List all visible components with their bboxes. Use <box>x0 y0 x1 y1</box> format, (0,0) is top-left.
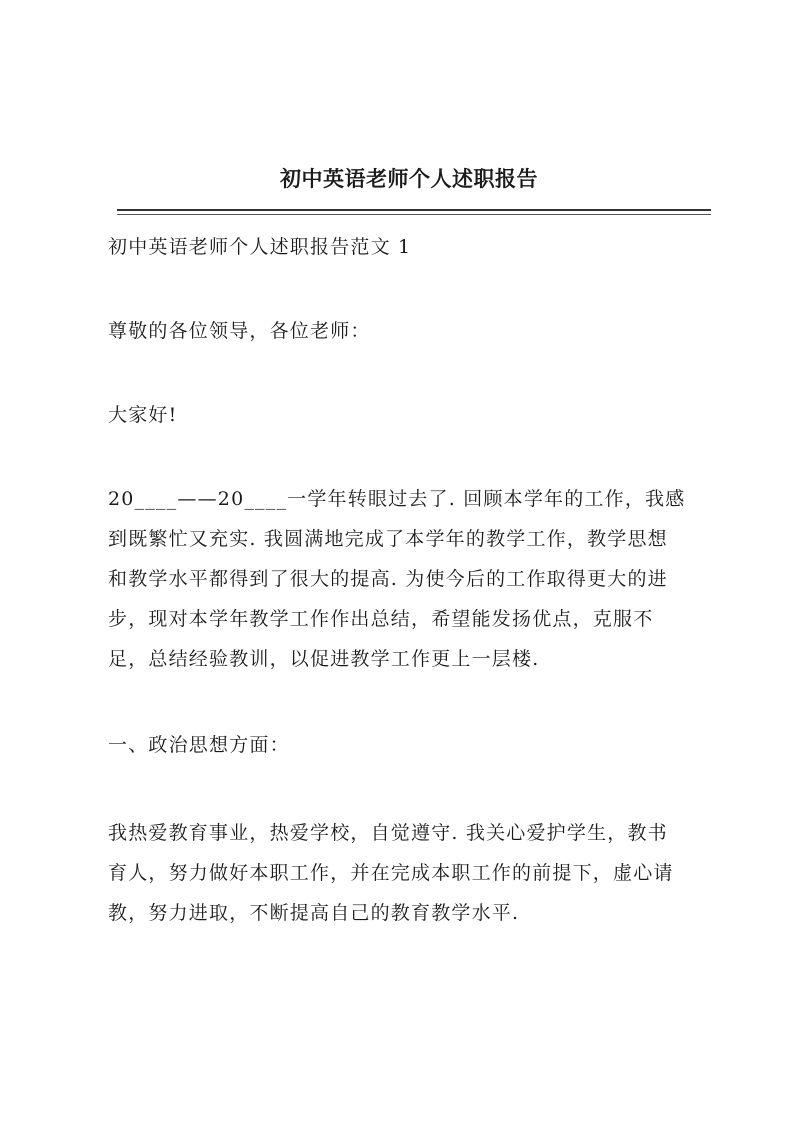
paragraph-line: 步，现对本学年教学工作作出总结，希望能发扬优点，克服不 <box>108 608 654 630</box>
paragraph-line: 20____——20____一学年转眼过去了. 回顾本学年的工作，我感 <box>108 488 686 510</box>
paragraph-line: 和教学水平都得到了很大的提高. 为使今后的工作取得更大的进 <box>108 568 668 590</box>
title-divider-thin <box>117 214 711 215</box>
paragraph-line: 教，努力进取，不断提高自己的教育教学水平. <box>108 902 520 924</box>
document-title: 初中英语老师个人述职报告 <box>280 166 538 191</box>
paragraph-line: 育人，努力做好本职工作，并在完成本职工作的前提下，虚心请 <box>108 862 674 884</box>
paragraph-politics <box>108 813 708 933</box>
greeting: 大家好! <box>108 404 178 426</box>
salutation: 尊敬的各位领导，各位老师： <box>108 320 371 342</box>
paragraph-intro <box>108 479 708 679</box>
paragraph-line: 足，总结经验教训，以促进教学工作更上一层楼. <box>108 648 540 670</box>
title-divider-thick <box>117 209 711 211</box>
section-heading-politics: 一、政治思想方面： <box>108 734 290 756</box>
document-subtitle: 初中英语老师个人述职报告范文 1 <box>108 236 412 258</box>
paragraph-line: 到既繁忙又充实. 我圆满地完成了本学年的教学工作，教学思想 <box>108 528 668 550</box>
paragraph-line: 我热爱教育事业，热爱学校，自觉遵守. 我关心爱护学生，教书 <box>108 822 668 844</box>
